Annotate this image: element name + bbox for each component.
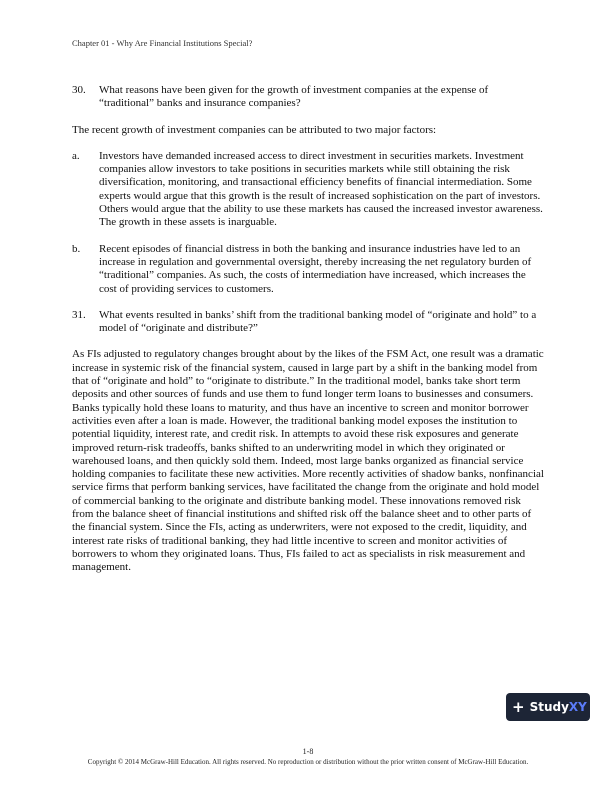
list-marker: a. bbox=[72, 149, 80, 162]
answer-intro: The recent growth of investment companies can be attributed to two major factors: bbox=[72, 123, 437, 136]
question-number: 31. bbox=[72, 308, 86, 321]
question-30 bbox=[72, 84, 544, 111]
copyright-notice: Copyright © 2014 McGraw-Hill Education. All rights reserved. No reproduction or distribution without the prior written consent of McGraw-Hill Education. bbox=[87, 758, 529, 766]
question-31 bbox=[72, 309, 544, 336]
brand-name: Study bbox=[529, 700, 569, 714]
page-number: 1-8 bbox=[302, 747, 314, 756]
page-footer bbox=[72, 747, 544, 767]
question-text: What reasons have been given for the growth of investment companies at the expense of “traditional” banks and insurance companies? bbox=[99, 84, 489, 110]
answer-paragraph: As FIs adjusted to regulatory changes brought about by the likes of the FSM Act, one result was a dramatic increase in systemic risk of the financial system, caused in large part by a shift in the banking model from that of “originate and hold” to “originate to distribute.” In the traditional model, banks take short term deposits and other sources of funds and use them to fund longer term loans to businesses and consumers. Banks typically hold these loans to maturity, and thus have an incentive to screen and monitor borrower activities even after a loan is made. However, the traditional banking model exposes the institution to potential liquidity, interest rate, and credit risk. In attempts to avoid these risk exposures and generate improved return-risk tradeoffs, banks shifted to an underwriting model in which they originated or warehoused loans, and then quickly sold them. Indeed, most large banks organized as financial service holding companies to facilitate these new activities. More recently activities of shadow banks, nonfinancial service firms that perform banking services, have facilitated the change from the originate and hold model of commercial banking to the originate and distribute banking model. These innovations removed risk from the balance sheet of financial institutions and shifted risk off the balance sheet and to other parts of the financial system. Since the FIs, acting as underwriters, were not exposed to the credit, liquidity, and interest rate risks of traditional banking, they had little incentive to screen and monitor activities of borrowers to whom they originated loans. Thus, FIs failed to act as specialists in risk measurement and management. bbox=[72, 348, 544, 574]
list-item bbox=[72, 150, 544, 230]
page-content bbox=[72, 84, 544, 588]
studyxy-badge[interactable] bbox=[506, 693, 590, 721]
list-item bbox=[72, 243, 544, 296]
list-item-text: Investors have demanded increased access to direct investment in securities markets. Investment companies allow investors to take positions in securities markets while still obtaining the risk diversification, monitoring, and transactional efficiency benefits of financial intermediation. Some experts would argue that this growth is the result of increased sophistication on the part of investors. Others would argue that the ability to use these markets has caused the increased investor awareness. The growth in these assets is inarguable. bbox=[99, 149, 543, 229]
question-text: What events resulted in banks’ shift from the traditional banking model of “originate and hold” to a model of “originate and distribute?” bbox=[99, 308, 537, 335]
list-item-text: Recent episodes of financial distress in both the banking and insurance industries have led to an increase in regulation and governmental oversight, thereby increasing the net regulatory burden of “traditional” companies. As such, the costs of intermediation have increased, which increases the cost of providing services to customers. bbox=[99, 242, 532, 295]
brand-accent: XY bbox=[568, 700, 587, 714]
plus-icon: + bbox=[512, 697, 525, 716]
list-marker: b. bbox=[72, 242, 81, 255]
page-header: Chapter 01 - Why Are Financial Institutions Special? bbox=[72, 38, 253, 48]
question-number: 30. bbox=[72, 84, 86, 96]
